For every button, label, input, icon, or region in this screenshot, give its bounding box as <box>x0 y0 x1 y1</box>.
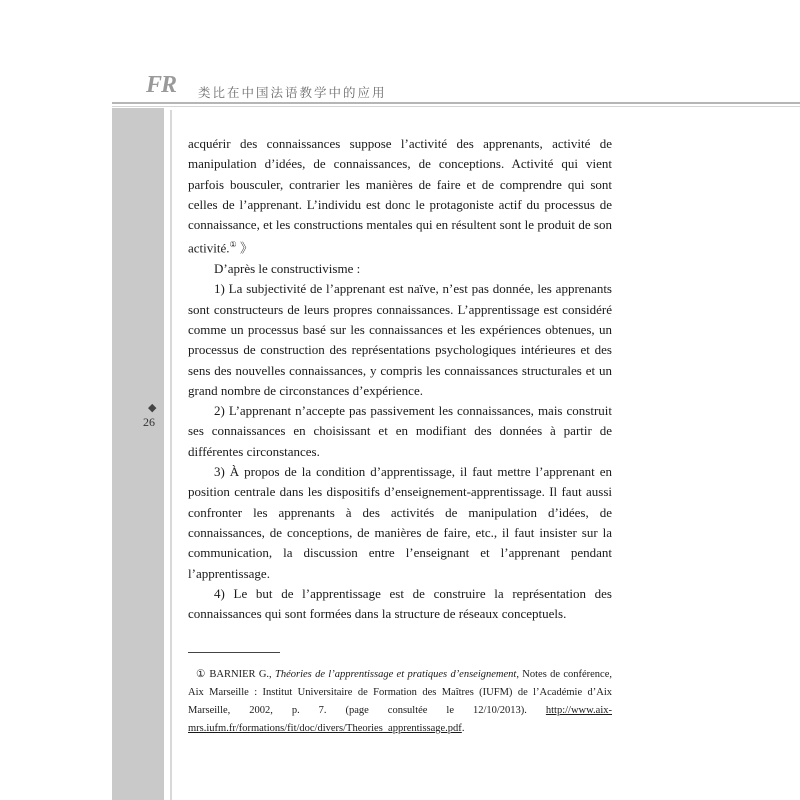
header-logo: FR <box>146 72 177 98</box>
list-item-2: 2) L’apprenant n’accepte pas passivement les connaissances, mais construit ses connaissances en choisissant et en modifiant des données à partir de différentes circonstances. <box>188 403 612 459</box>
footnote-end: . <box>461 723 465 734</box>
paragraph-text: acquérir des connaissances suppose l’activité des apprenants, activité de manipulation d’idées, de connaissances, de conceptions. Activité qui vient parfois bousculer, contrarier les manières de faire et de comprendre qui sont celles de l’apprenant. L’individu est donc le protagoniste actif du processus de connaissance, et les constructions mentales qui en résultent sont le produit de son activité. <box>188 136 612 256</box>
margin-divider <box>170 110 172 800</box>
footnote-link[interactable]: http://www.aix-mrs.iufm.fr/formations/fit/doc/divers/Theories_apprentissage.pdf <box>188 705 612 734</box>
body-text <box>188 134 612 624</box>
list-item-4: 4) Le but de l’apprentissage est de construire la représentation des connaissances qui sont formées dans la structure de réseaux conceptuels. <box>188 585 612 622</box>
paragraph-intro: D’après le constructivisme : <box>214 261 361 277</box>
footnote-marker: ① <box>196 669 207 680</box>
closing-quote: 》 <box>236 240 253 256</box>
list-item-1: 1) La subjectivité de l’apprenant est naïve, n’est pas donnée, les apprenants sont constructeurs de leurs propres connaissances. L’apprentissage est considéré comme un processus basé sur les connaissances et les expériences obtenues, un processus de construction des représentations psychologiques intérieures et des sens des nouvelles connaissances, y compris les connaissances structurales et un grand nombre de circonstances d’expérience. <box>188 281 612 398</box>
page-number: 26 <box>143 415 155 429</box>
header-rule-secondary <box>112 106 800 107</box>
header-rule <box>112 102 800 104</box>
list-item-3: 3) À propos de la condition d’apprentissage, il faut mettre l’apprenant en position centrale dans les dispositifs d’enseignement-apprentissage. Il faut aussi confronter les apprenants à des activités de manipulation d’idées, de connaissances, de conceptions, de manières de faire, etc., il faut insister sur la communication, la discussion entre l’enseignant et l’apprenant pendant l’apprentissage. <box>188 464 612 581</box>
footnote-author: BARNIER G., <box>206 669 272 680</box>
footnote-details: , Notes de conférence, Aix Marseille : Institut Universitaire de Formation des Maîtres (IUFM) de l’Académie d’Aix Marseille, 2002, p. 7. (page consultée le 12/10/2013). <box>188 669 613 716</box>
running-header-title: 类比在中国法语教学中的应用 <box>198 85 387 100</box>
footnote <box>188 666 612 738</box>
footnote-rule <box>188 652 280 653</box>
paragraph-continued <box>188 134 612 259</box>
footnote-reference: ① <box>229 240 237 250</box>
footnote-text <box>188 666 612 738</box>
footnote-title: Théories de l’apprentissage et pratiques d’enseignement <box>275 669 517 680</box>
diamond-icon: ◆ <box>148 401 157 414</box>
margin-band <box>112 108 164 800</box>
